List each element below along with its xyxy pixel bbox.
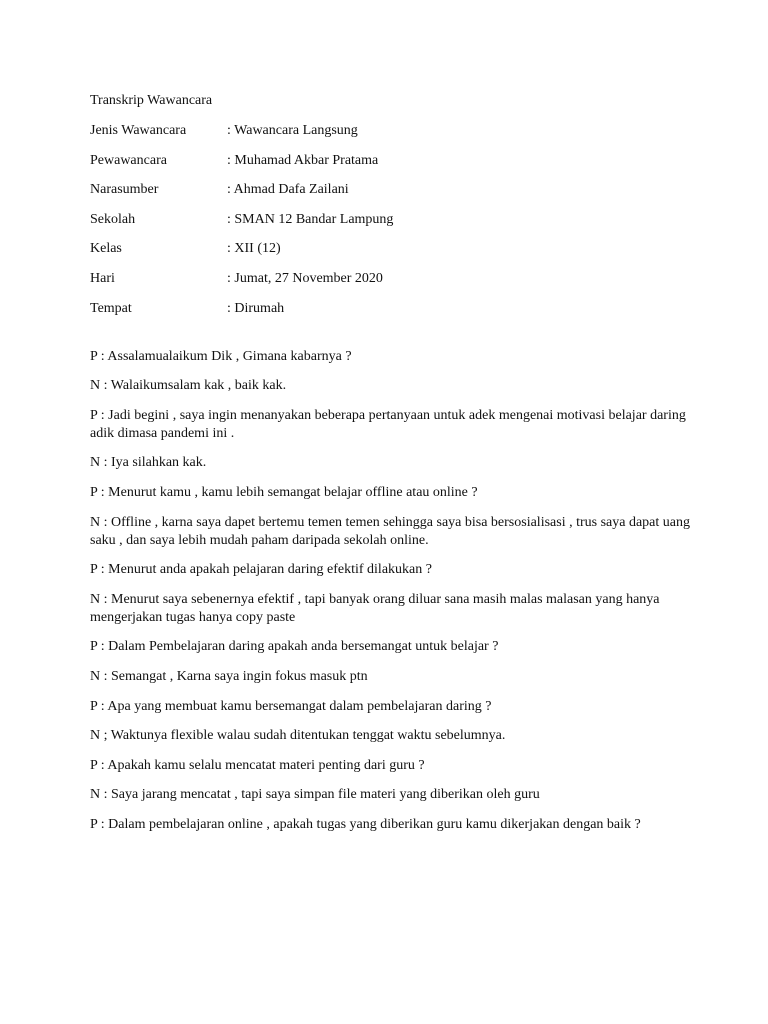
transcript-turn-interviewer: P : Menurut kamu , kamu lebih semangat belajar offline atau online ? (90, 484, 478, 500)
transcript-turn-interviewer: P : Apakah kamu selalu mencatat materi penting dari guru ? (90, 757, 425, 773)
transcript-turn-interviewer: P : Jadi begini , saya ingin menanyakan beberapa pertanyaan untuk adek mengenai motivasi belajar daring adik dimasa pandemi ini . (90, 407, 686, 441)
metadata-row-tempat (90, 300, 690, 318)
metadata-value: : Dirumah (227, 300, 285, 316)
metadata-value: : SMAN 12 Bandar Lampung (227, 211, 394, 227)
metadata-row-narasumber (90, 181, 690, 199)
transcript-turn-source: N ; Waktunya flexible walau sudah ditentukan tenggat waktu sebelumnya. (90, 728, 506, 744)
metadata-list (90, 122, 690, 318)
transcript-turn-source: N : Saya jarang mencatat , tapi saya simpan file materi yang diberikan oleh guru (90, 787, 540, 803)
document-title: Transkrip Wawancara (90, 93, 213, 108)
metadata-label: Pewawancara (90, 152, 167, 168)
metadata-value: : Jumat, 27 November 2020 (227, 270, 383, 286)
transcript-turn-source: N : Offline , karna saya dapet bertemu temen temen sehingga saya bisa bersosialisasi , trus saya dapat uang saku , dan saya lebih mudah paham daripada sekolah online. (90, 514, 690, 548)
metadata-label: Hari (90, 270, 115, 286)
transcript-turn-interviewer: P : Dalam Pembelajaran daring apakah anda bersemangat untuk belajar ? (90, 639, 499, 655)
transcript-turn-source: N : Walaikumsalam kak , baik kak. (90, 378, 287, 394)
transcript-turn-interviewer: P : Assalamualaikum Dik , Gimana kabarnya ? (90, 348, 352, 364)
metadata-row-sekolah (90, 211, 690, 229)
metadata-label: Sekolah (90, 211, 136, 227)
metadata-value: : XII (12) (227, 241, 281, 257)
metadata-value: : Muhamad Akbar Pratama (227, 152, 379, 168)
transcript-turn-interviewer: P : Dalam pembelajaran online , apakah tugas yang diberikan guru kamu dikerjakan dengan baik ? (90, 816, 641, 832)
metadata-label: Tempat (90, 300, 132, 316)
metadata-row-pewawancara (90, 152, 690, 170)
transcript-body (90, 348, 690, 834)
metadata-label: Jenis Wawancara (90, 123, 187, 138)
transcript-turn-interviewer: P : Menurut anda apakah pelajaran daring efektif dilakukan ? (90, 562, 432, 578)
document-page (90, 92, 690, 845)
metadata-label: Narasumber (90, 182, 159, 198)
metadata-row-kelas (90, 240, 690, 258)
transcript-turn-source: N : Semangat , Karna saya ingin fokus masuk ptn (90, 668, 368, 684)
metadata-row-hari (90, 270, 690, 288)
metadata-label: Kelas (90, 241, 122, 257)
metadata-value: : Wawancara Langsung (227, 123, 358, 138)
transcript-turn-source: N : Menurut saya sebenernya efektif , tapi banyak orang diluar sana masih malas malasan yang hanya mengerjakan tugas hanya copy paste (90, 591, 660, 625)
transcript-turn-interviewer: P : Apa yang membuat kamu bersemangat dalam pembelajaran daring ? (90, 698, 492, 714)
transcript-turn-source: N : Iya silahkan kak. (90, 455, 207, 471)
metadata-row-jenis-wawancara (90, 122, 690, 140)
metadata-value: : Ahmad Dafa Zailani (227, 182, 349, 198)
